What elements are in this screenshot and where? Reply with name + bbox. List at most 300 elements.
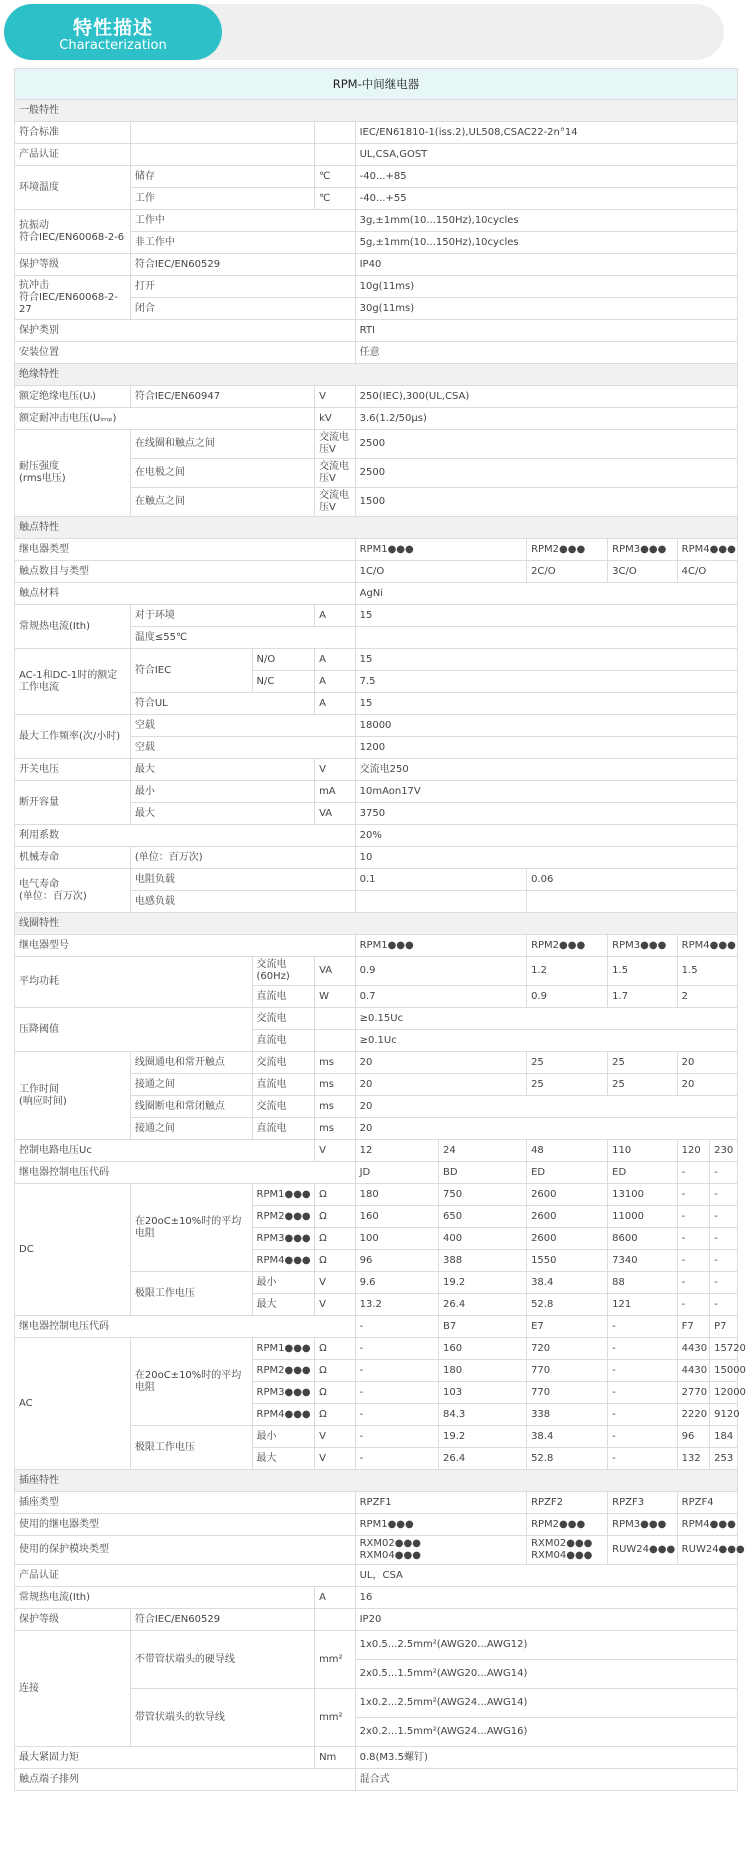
table-cell: 在线圈和触点之间 xyxy=(130,430,314,459)
table-row xyxy=(15,561,738,583)
table-cell xyxy=(315,1030,356,1052)
table-cell: 184 xyxy=(710,1426,738,1448)
table-cell: 最大工作频率(次/小时) xyxy=(15,715,131,759)
table-cell: RPM3●●● xyxy=(252,1228,315,1250)
table-cell: 15 xyxy=(355,649,737,671)
table-cell: RXM02●●● RXM04●●● xyxy=(355,1536,526,1565)
table-cell: Ω xyxy=(315,1338,356,1360)
table-row xyxy=(15,583,738,605)
table-cell: - xyxy=(677,1184,709,1206)
table-cell: 2C/O xyxy=(527,561,608,583)
table-cell: 230 xyxy=(710,1140,738,1162)
table-cell: 工作时间 (响应时间) xyxy=(15,1052,131,1140)
table-row xyxy=(15,1536,738,1565)
table-cell: 20 xyxy=(677,1052,737,1074)
table-cell: ≥0.15Uc xyxy=(355,1008,737,1030)
table-cell: 9120 xyxy=(710,1404,738,1426)
table-cell: RPM3●●● xyxy=(608,539,678,561)
table-cell: - xyxy=(355,1426,438,1448)
table-cell: 连接 xyxy=(15,1631,131,1747)
table-cell: 抗振动 符合IEC/EN60068-2-6 xyxy=(15,210,131,254)
table-cell: 25 xyxy=(608,1052,678,1074)
table-cell xyxy=(315,144,356,166)
table-cell xyxy=(355,891,526,913)
table-row xyxy=(15,1631,738,1660)
table-cell: 4C/O xyxy=(677,561,737,583)
table-cell: V xyxy=(315,1294,356,1316)
table-cell: RPM3●●● xyxy=(608,1514,678,1536)
table-row xyxy=(15,1162,738,1184)
table-cell: RPM4●●● xyxy=(677,1514,737,1536)
header-title-cn: 特性描述 xyxy=(72,17,153,39)
table-cell: 交流电压V xyxy=(315,459,356,488)
table-cell: 1.5 xyxy=(608,957,678,986)
table-cell xyxy=(315,122,356,144)
table-cell: 控制电路电压Uc xyxy=(15,1140,315,1162)
table-cell: 触点材料 xyxy=(15,583,356,605)
table-row xyxy=(15,1587,738,1609)
table-cell: 符合标准 xyxy=(15,122,131,144)
table-cell xyxy=(527,891,738,913)
table-cell: 160 xyxy=(439,1338,527,1360)
table-cell: A xyxy=(315,693,356,715)
table-cell: 180 xyxy=(355,1184,438,1206)
table-cell: 84.3 xyxy=(439,1404,527,1426)
table-cell: 对于环境 xyxy=(130,605,314,627)
table-cell: 机械寿命 xyxy=(15,847,131,869)
table-cell: BD xyxy=(439,1162,527,1184)
table-cell: N/C xyxy=(252,671,315,693)
table-cell: 最大 xyxy=(130,803,314,825)
table-row xyxy=(15,1316,738,1338)
table-cell: 15000 xyxy=(710,1360,738,1382)
table-cell: A xyxy=(315,1587,356,1609)
table-cell: 耐压强度 (rms电压) xyxy=(15,430,131,517)
table-cell: 20 xyxy=(355,1096,737,1118)
table-cell: 交流电 xyxy=(252,1052,315,1074)
table-cell xyxy=(130,122,314,144)
table-cell: - xyxy=(608,1316,678,1338)
table-cell: 触点端子排列 xyxy=(15,1769,356,1791)
table-cell: -40...+55 xyxy=(355,188,737,210)
table-cell: 52.8 xyxy=(527,1448,608,1470)
table-cell: 闭合 xyxy=(130,298,355,320)
table-cell: AC xyxy=(15,1338,131,1470)
table-cell: ms xyxy=(315,1096,356,1118)
table-cell: mA xyxy=(315,781,356,803)
table-cell: 电感负载 xyxy=(130,891,355,913)
table-cell: 25 xyxy=(608,1074,678,1096)
table-cell: N/O xyxy=(252,649,315,671)
table-cell: 保护类别 xyxy=(15,320,356,342)
table-cell: 7340 xyxy=(608,1250,678,1272)
table-cell: A xyxy=(315,605,356,627)
table-row xyxy=(15,759,738,781)
table-cell: 180 xyxy=(439,1360,527,1382)
table-cell: RPM3●●● xyxy=(608,935,678,957)
table-cell: Nm xyxy=(315,1747,356,1769)
table-cell: 最小 xyxy=(130,781,314,803)
table-row xyxy=(15,320,738,342)
table-cell: 100 xyxy=(355,1228,438,1250)
section-coil: 线圈特性 xyxy=(15,913,738,935)
table-cell: mm² xyxy=(315,1689,356,1747)
table-cell: 20 xyxy=(677,1074,737,1096)
table-cell: ℃ xyxy=(315,166,356,188)
table-cell: 打开 xyxy=(130,276,355,298)
table-row xyxy=(15,781,738,803)
section-header xyxy=(0,0,750,62)
table-row xyxy=(15,144,738,166)
table-cell: 电气寿命 (单位：百万次) xyxy=(15,869,131,913)
table-cell: 交流电 xyxy=(252,1096,315,1118)
table-cell: RTI xyxy=(355,320,737,342)
table-cell: 253 xyxy=(710,1448,738,1470)
table-cell: 20 xyxy=(355,1118,737,1140)
table-cell: RPZF3 xyxy=(608,1492,678,1514)
table-cell: Ω xyxy=(315,1250,356,1272)
table-cell: 338 xyxy=(527,1404,608,1426)
table-cell: RPM2●●● xyxy=(527,935,608,957)
table-cell: 工作中 xyxy=(130,210,355,232)
table-cell: 在电极之间 xyxy=(130,459,314,488)
section-row xyxy=(15,913,738,935)
table-cell: ms xyxy=(315,1052,356,1074)
table-cell: RPM1●●● xyxy=(252,1184,315,1206)
table-cell: 交流电压V xyxy=(315,430,356,459)
table-cell: 在20oC±10%时的平均电阻 xyxy=(130,1338,252,1426)
table-cell: - xyxy=(355,1338,438,1360)
table-cell: 储存 xyxy=(130,166,314,188)
table-cell: 符合IEC xyxy=(130,649,252,693)
table-cell: 0.7 xyxy=(355,986,526,1008)
table-cell: - xyxy=(608,1338,678,1360)
table-cell: 线圈断电和常闭触点 xyxy=(130,1096,252,1118)
table-cell: - xyxy=(355,1382,438,1404)
table-cell: 110 xyxy=(608,1140,678,1162)
table-cell: UL,CSA,GOST xyxy=(355,144,737,166)
table-cell: - xyxy=(677,1206,709,1228)
table-cell: - xyxy=(710,1250,738,1272)
table-row xyxy=(15,869,738,891)
table-cell: 0.9 xyxy=(527,986,608,1008)
table-row xyxy=(15,1184,738,1206)
table-cell: 插座类型 xyxy=(15,1492,356,1514)
table-cell: 混合式 xyxy=(355,1769,737,1791)
table-cell: 产品认证 xyxy=(15,144,131,166)
spec-table xyxy=(14,68,746,1791)
table-cell: RPM2●●● xyxy=(252,1206,315,1228)
table-cell: P7 xyxy=(710,1316,738,1338)
table-cell: 2 xyxy=(677,986,737,1008)
table-cell: 400 xyxy=(439,1228,527,1250)
table-cell: 5g,±1mm(10...150Hz),10cycles xyxy=(355,232,737,254)
table-cell: IP40 xyxy=(355,254,737,276)
table-cell: - xyxy=(710,1294,738,1316)
table-cell: 1200 xyxy=(355,737,737,759)
table-row xyxy=(15,1338,738,1360)
table-cell: 任意 xyxy=(355,342,737,364)
table-cell: 产品认证 xyxy=(15,1565,356,1587)
table-cell: 9.6 xyxy=(355,1272,438,1294)
table-cell: - xyxy=(710,1228,738,1250)
table-cell: RPM1●●● xyxy=(355,1514,526,1536)
table-cell: ms xyxy=(315,1074,356,1096)
table-cell: 线圈通电和常开触点 xyxy=(130,1052,252,1074)
table-cell: 触点数目与类型 xyxy=(15,561,356,583)
table-cell: - xyxy=(355,1360,438,1382)
table-cell: 保护等级 xyxy=(15,1609,131,1631)
table-cell: 4430 xyxy=(677,1360,709,1382)
table-cell: 继电器控制电压代码 xyxy=(15,1316,356,1338)
table-cell: Ω xyxy=(315,1184,356,1206)
table-cell: 0.06 xyxy=(527,869,738,891)
table-cell xyxy=(130,144,314,166)
table-cell: VA xyxy=(315,803,356,825)
table-cell: - xyxy=(677,1162,709,1184)
table-cell: 最大 xyxy=(130,759,314,781)
table-cell: 0.8(M3.5螺钉) xyxy=(355,1747,737,1769)
table-cell: 0.1 xyxy=(355,869,526,891)
table-cell: - xyxy=(355,1404,438,1426)
table-cell: ℃ xyxy=(315,188,356,210)
table-cell: 2600 xyxy=(527,1206,608,1228)
table-cell: A xyxy=(315,671,356,693)
table-cell: ms xyxy=(315,1118,356,1140)
table-row xyxy=(15,342,738,364)
table-row xyxy=(15,825,738,847)
table-cell: IP20 xyxy=(355,1609,737,1631)
table-cell: RXM02●●● RXM04●●● xyxy=(527,1536,608,1565)
table-cell xyxy=(315,1609,356,1631)
table-cell: 12 xyxy=(355,1140,438,1162)
table-cell: ED xyxy=(527,1162,608,1184)
table-cell: 3750 xyxy=(355,803,737,825)
table-cell: Ω xyxy=(315,1404,356,1426)
table-cell: 最大 xyxy=(252,1448,315,1470)
table-cell: 103 xyxy=(439,1382,527,1404)
table-cell: DC xyxy=(15,1184,131,1316)
table-cell: 26.4 xyxy=(439,1294,527,1316)
table-cell: 接通之间 xyxy=(130,1118,252,1140)
table-cell: 8600 xyxy=(608,1228,678,1250)
table-cell: 2500 xyxy=(355,430,737,459)
table-cell: 4430 xyxy=(677,1338,709,1360)
table-cell: 121 xyxy=(608,1294,678,1316)
table-cell: RPM1●●● xyxy=(355,539,526,561)
table-cell: 38.4 xyxy=(527,1426,608,1448)
table-cell: 极限工作电压 xyxy=(130,1272,252,1316)
table-cell: 12000 xyxy=(710,1382,738,1404)
table-cell: 平均功耗 xyxy=(15,957,253,1008)
table-cell: 650 xyxy=(439,1206,527,1228)
table-cell: 20% xyxy=(355,825,737,847)
table-cell: - xyxy=(677,1272,709,1294)
table-cell: 在20oC±10%时的平均电阻 xyxy=(130,1184,252,1272)
table-row xyxy=(15,122,738,144)
table-cell: 交流电250 xyxy=(355,759,737,781)
table-cell: 750 xyxy=(439,1184,527,1206)
table-cell: - xyxy=(677,1250,709,1272)
table-cell: - xyxy=(355,1448,438,1470)
table-cell: 96 xyxy=(355,1250,438,1272)
table-cell: 电阻负载 xyxy=(130,869,355,891)
table-row xyxy=(15,1492,738,1514)
table-row xyxy=(15,1747,738,1769)
table-cell: 最大 xyxy=(252,1294,315,1316)
table-cell: 带管状端头的软导线 xyxy=(130,1689,314,1747)
table-cell: 120 xyxy=(677,1140,709,1162)
table-cell: Ω xyxy=(315,1360,356,1382)
table-cell: 15 xyxy=(355,693,737,715)
table-cell: 符合UL xyxy=(130,693,314,715)
table-cell: 极限工作电压 xyxy=(130,1426,252,1470)
table-cell: A xyxy=(315,649,356,671)
table-title: RPM-中间继电器 xyxy=(15,69,738,100)
section-row xyxy=(15,517,738,539)
table-cell: 25 xyxy=(527,1052,608,1074)
table-cell: 非工作中 xyxy=(130,232,355,254)
table-cell: 符合IEC/EN60947 xyxy=(130,386,314,408)
table-cell: RPZF1 xyxy=(355,1492,526,1514)
table-cell: - xyxy=(710,1272,738,1294)
table-cell: RUW24●●● xyxy=(608,1536,678,1565)
table-cell: RPM4●●● xyxy=(677,539,737,561)
header-title-en: Characterization xyxy=(59,38,167,53)
table-cell: 交流电 xyxy=(252,1008,315,1030)
table-cell: 10mAon17V xyxy=(355,781,737,803)
table-cell: 空载 xyxy=(130,737,355,759)
table-cell: 3C/O xyxy=(608,561,678,583)
header-pill xyxy=(4,4,222,60)
table-row xyxy=(15,1052,738,1074)
section-row xyxy=(15,100,738,122)
table-cell: IEC/EN61810-1(iss.2),UL508,CSAC22-2n°14 xyxy=(355,122,737,144)
table-row xyxy=(15,166,738,188)
table-row xyxy=(15,957,738,986)
table-cell: 1.5 xyxy=(677,957,737,986)
table-cell: 160 xyxy=(355,1206,438,1228)
table-cell: 38.4 xyxy=(527,1272,608,1294)
table-cell: 常规热电流(Ith) xyxy=(15,1587,315,1609)
table-cell: 1x0.5...2.5mm²(AWG20...AWG12) xyxy=(355,1631,737,1660)
table-cell: 3g,±1mm(10...150Hz),10cycles xyxy=(355,210,737,232)
table-cell: 直流电 xyxy=(252,1030,315,1052)
table-cell: 15720 xyxy=(710,1338,738,1360)
table-cell: 直流电 xyxy=(252,1074,315,1096)
table-cell: - xyxy=(677,1228,709,1250)
table-row xyxy=(15,386,738,408)
table-cell: 10 xyxy=(355,847,737,869)
table-cell: W xyxy=(315,986,356,1008)
table-cell: 空载 xyxy=(130,715,355,737)
table-cell: 16 xyxy=(355,1587,737,1609)
table-row xyxy=(15,935,738,957)
table-cell: 继电器类型 xyxy=(15,539,356,561)
table-cell: 最大紧固力矩 xyxy=(15,1747,315,1769)
table-row xyxy=(15,1769,738,1791)
table-cell: JD xyxy=(355,1162,438,1184)
table-cell: 最小 xyxy=(252,1272,315,1294)
table-cell: 0.9 xyxy=(355,957,526,986)
section-row xyxy=(15,1470,738,1492)
section-socket: 插座特性 xyxy=(15,1470,738,1492)
table-cell: 保护等级 xyxy=(15,254,131,276)
table-cell: 1500 xyxy=(355,488,737,517)
table-row xyxy=(15,210,738,232)
table-cell: RPM1●●● xyxy=(252,1338,315,1360)
table-cell: 720 xyxy=(527,1338,608,1360)
table-cell: V xyxy=(315,759,356,781)
table-cell: 1.2 xyxy=(527,957,608,986)
table-row xyxy=(15,408,738,430)
table-cell: 11000 xyxy=(608,1206,678,1228)
table-cell: 2220 xyxy=(677,1404,709,1426)
table-cell: 继电器型号 xyxy=(15,935,356,957)
table-row xyxy=(15,1514,738,1536)
table-cell: V xyxy=(315,386,356,408)
table-cell: 30g(11ms) xyxy=(355,298,737,320)
table-cell: 直流电 xyxy=(252,1118,315,1140)
table-cell: 最小 xyxy=(252,1426,315,1448)
table-cell: 环境温度 xyxy=(15,166,131,210)
table-cell: 2x0.5...1.5mm²(AWG20...AWG14) xyxy=(355,1660,737,1689)
table-cell: RPM2●●● xyxy=(527,539,608,561)
table-cell: F7 xyxy=(677,1316,709,1338)
table-row xyxy=(15,1609,738,1631)
table-cell: - xyxy=(608,1404,678,1426)
table-cell: 770 xyxy=(527,1382,608,1404)
table-cell: ≥0.1Uc xyxy=(355,1030,737,1052)
table-cell: - xyxy=(608,1426,678,1448)
table-cell: 7.5 xyxy=(355,671,737,693)
table-cell: Ω xyxy=(315,1206,356,1228)
table-cell: - xyxy=(608,1360,678,1382)
table-cell: 利用系数 xyxy=(15,825,356,847)
table-row xyxy=(15,254,738,276)
table-cell: 符合IEC/EN60529 xyxy=(130,254,355,276)
section-insulation: 绝缘特性 xyxy=(15,364,738,386)
table-cell: Ω xyxy=(315,1228,356,1250)
section-general: 一般特性 xyxy=(15,100,738,122)
table-cell: 1.7 xyxy=(608,986,678,1008)
table-cell: 继电器控制电压代码 xyxy=(15,1162,356,1184)
table-cell: 抗冲击 符合IEC/EN60068-2-27 xyxy=(15,276,131,320)
table-cell: - xyxy=(710,1162,738,1184)
table-cell: AC-1和DC-1时的额定工作电流 xyxy=(15,649,131,715)
table-cell xyxy=(355,627,737,649)
table-row xyxy=(15,715,738,737)
table-cell: 1x0.2...2.5mm²(AWG24...AWG14) xyxy=(355,1689,737,1718)
table-cell: 3.6(1.2/50μs) xyxy=(355,408,737,430)
table-cell: ED xyxy=(608,1162,678,1184)
table-cell: 1550 xyxy=(527,1250,608,1272)
table-cell: RPM4●●● xyxy=(252,1404,315,1426)
table-cell: (单位：百万次) xyxy=(130,847,355,869)
table-row xyxy=(15,605,738,627)
table-cell: 770 xyxy=(527,1360,608,1382)
table-cell: 24 xyxy=(439,1140,527,1162)
table-cell: RPZF2 xyxy=(527,1492,608,1514)
table-cell: 直流电 xyxy=(252,986,315,1008)
table-cell: V xyxy=(315,1140,356,1162)
table-cell xyxy=(315,1008,356,1030)
table-cell: 不带管状端头的硬导线 xyxy=(130,1631,314,1689)
table-cell: 交流电压V xyxy=(315,488,356,517)
table-cell: RPM4●●● xyxy=(677,935,737,957)
table-cell: 温度≤55℃ xyxy=(130,627,355,649)
table-cell: - xyxy=(355,1316,438,1338)
